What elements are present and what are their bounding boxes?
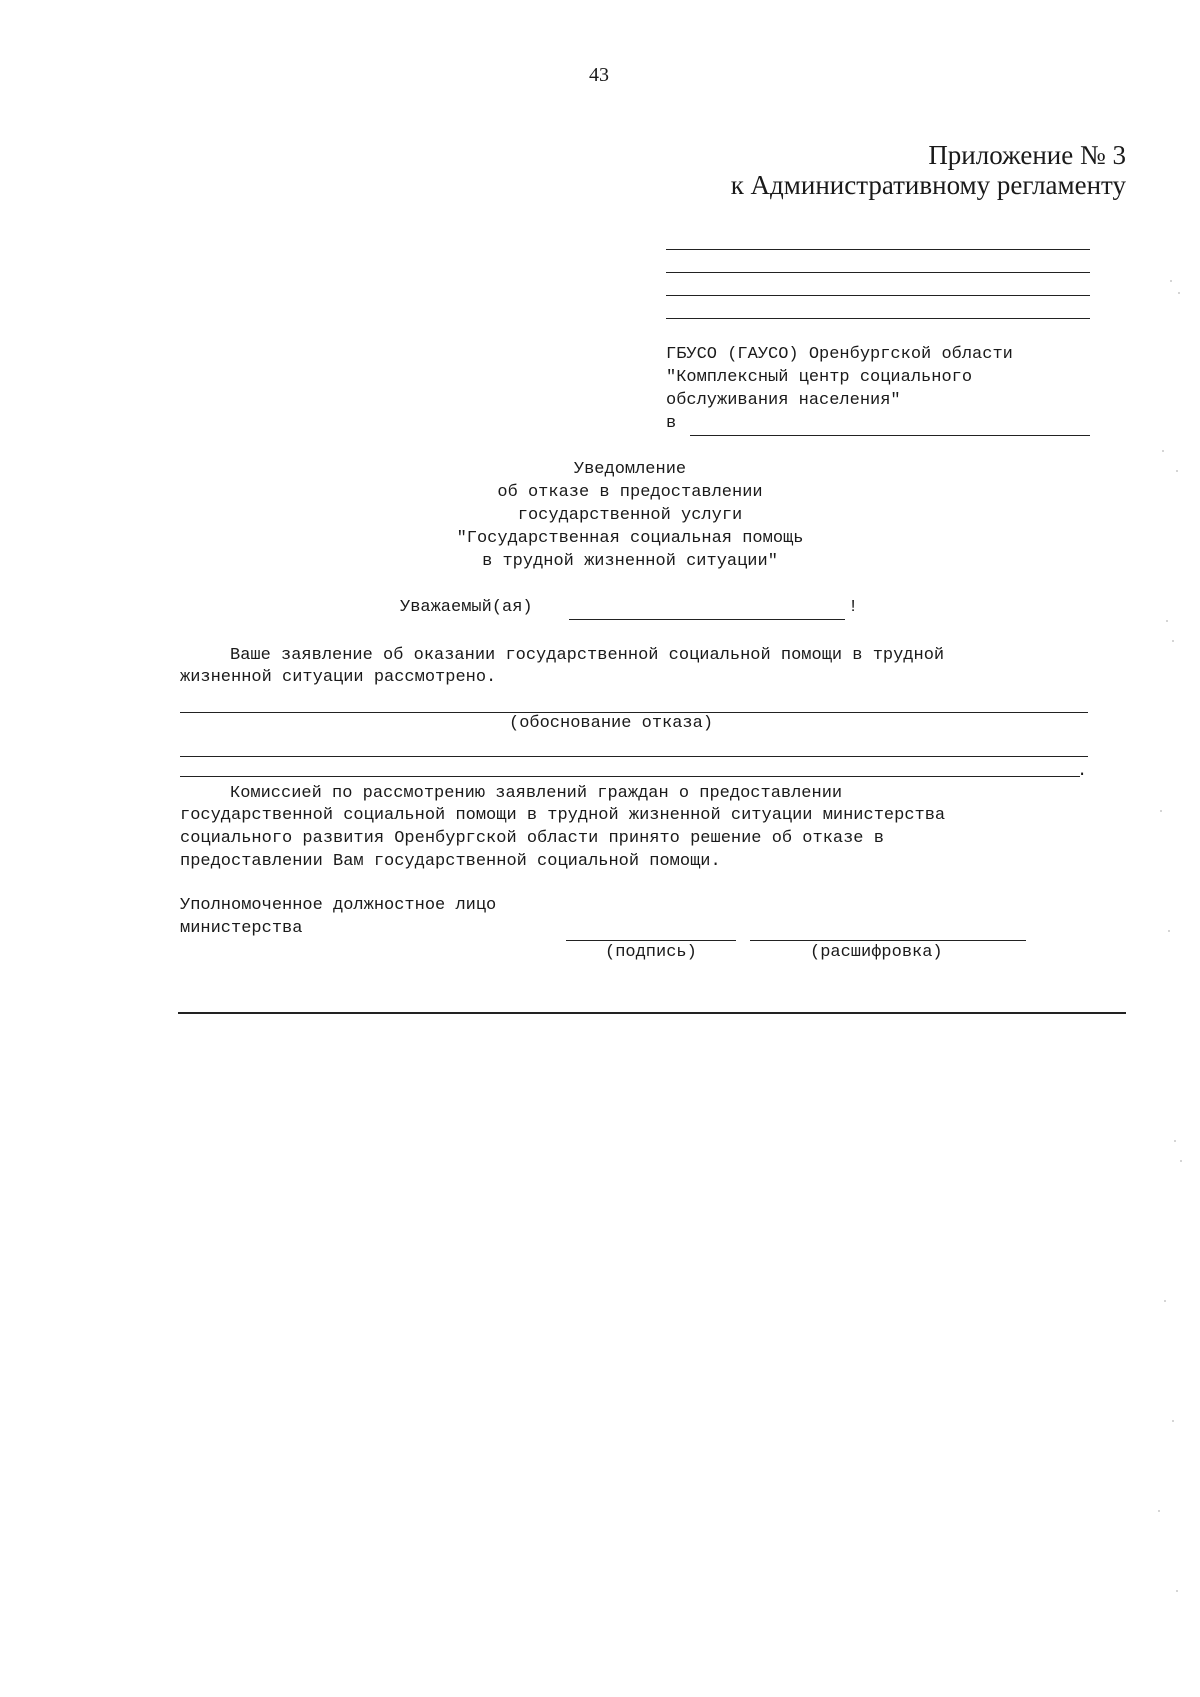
- decode-caption: (расшифровка): [810, 943, 943, 962]
- addressee-line-3: обслуживания населения": [666, 391, 901, 410]
- body-para1-line-2: жизненной ситуации рассмотрено.: [180, 668, 497, 687]
- addressee-blank-line-3: [666, 295, 1090, 296]
- greeting-suffix: !: [848, 598, 859, 617]
- addressee-line-1: ГБУСО (ГАУСО) Оренбургской области: [666, 345, 1013, 364]
- reason-blank-line-2: [180, 756, 1088, 757]
- signature-caption: (подпись): [605, 943, 697, 962]
- reason-blank-line-3: [180, 776, 1080, 777]
- notice-heading-line-3: государственной услуги: [517, 506, 743, 525]
- notice-heading-line-1: Уведомление: [573, 460, 687, 479]
- reason-period: .: [1077, 762, 1088, 781]
- appendix-title: Приложение № 3: [928, 140, 1126, 170]
- reason-blank-line-1: [180, 712, 1088, 713]
- official-title-line-1: Уполномоченное должностное лицо: [180, 896, 497, 915]
- page-number: 43: [589, 64, 609, 86]
- addressee-blank-line-1: [666, 249, 1090, 250]
- greeting-name-blank: [569, 619, 845, 620]
- body-para2-line-1: Комиссией по рассмотрению заявлений граждан о предоставлении: [230, 784, 843, 803]
- body-para2-line-2: государственной социальной помощи в трудной жизненной ситуации министерства: [180, 806, 946, 825]
- addressee-blank-line-4: [666, 318, 1090, 319]
- addressee-location-blank: [690, 435, 1090, 436]
- addressee-line-2: "Комплексный центр социального: [666, 368, 973, 387]
- official-title-line-2: министерства: [180, 919, 303, 938]
- greeting-prefix: Уважаемый(ая): [400, 598, 533, 617]
- appendix-subtitle: к Административному регламенту: [730, 170, 1126, 200]
- addressee-blank-line-2: [666, 272, 1090, 273]
- reason-caption: (обоснование отказа): [509, 714, 714, 733]
- body-para1-line-1: Ваше заявление об оказании государственной социальной помощи в трудной: [230, 646, 945, 665]
- closing-divider: [178, 1012, 1126, 1014]
- addressee-line-4-prefix: в: [666, 414, 677, 433]
- signature-blank: [566, 940, 736, 941]
- notice-heading-line-4: "Государственная социальная помощь: [456, 529, 804, 548]
- notice-heading-line-2: об отказе в предоставлении: [497, 483, 763, 502]
- body-para2-line-4: предоставлении Вам государственной социальной помощи.: [180, 852, 721, 871]
- body-para2-line-3: социального развития Оренбургской области принято решение об отказе в: [180, 829, 884, 848]
- notice-heading-line-5: в трудной жизненной ситуации": [482, 552, 778, 571]
- decode-blank: [750, 940, 1026, 941]
